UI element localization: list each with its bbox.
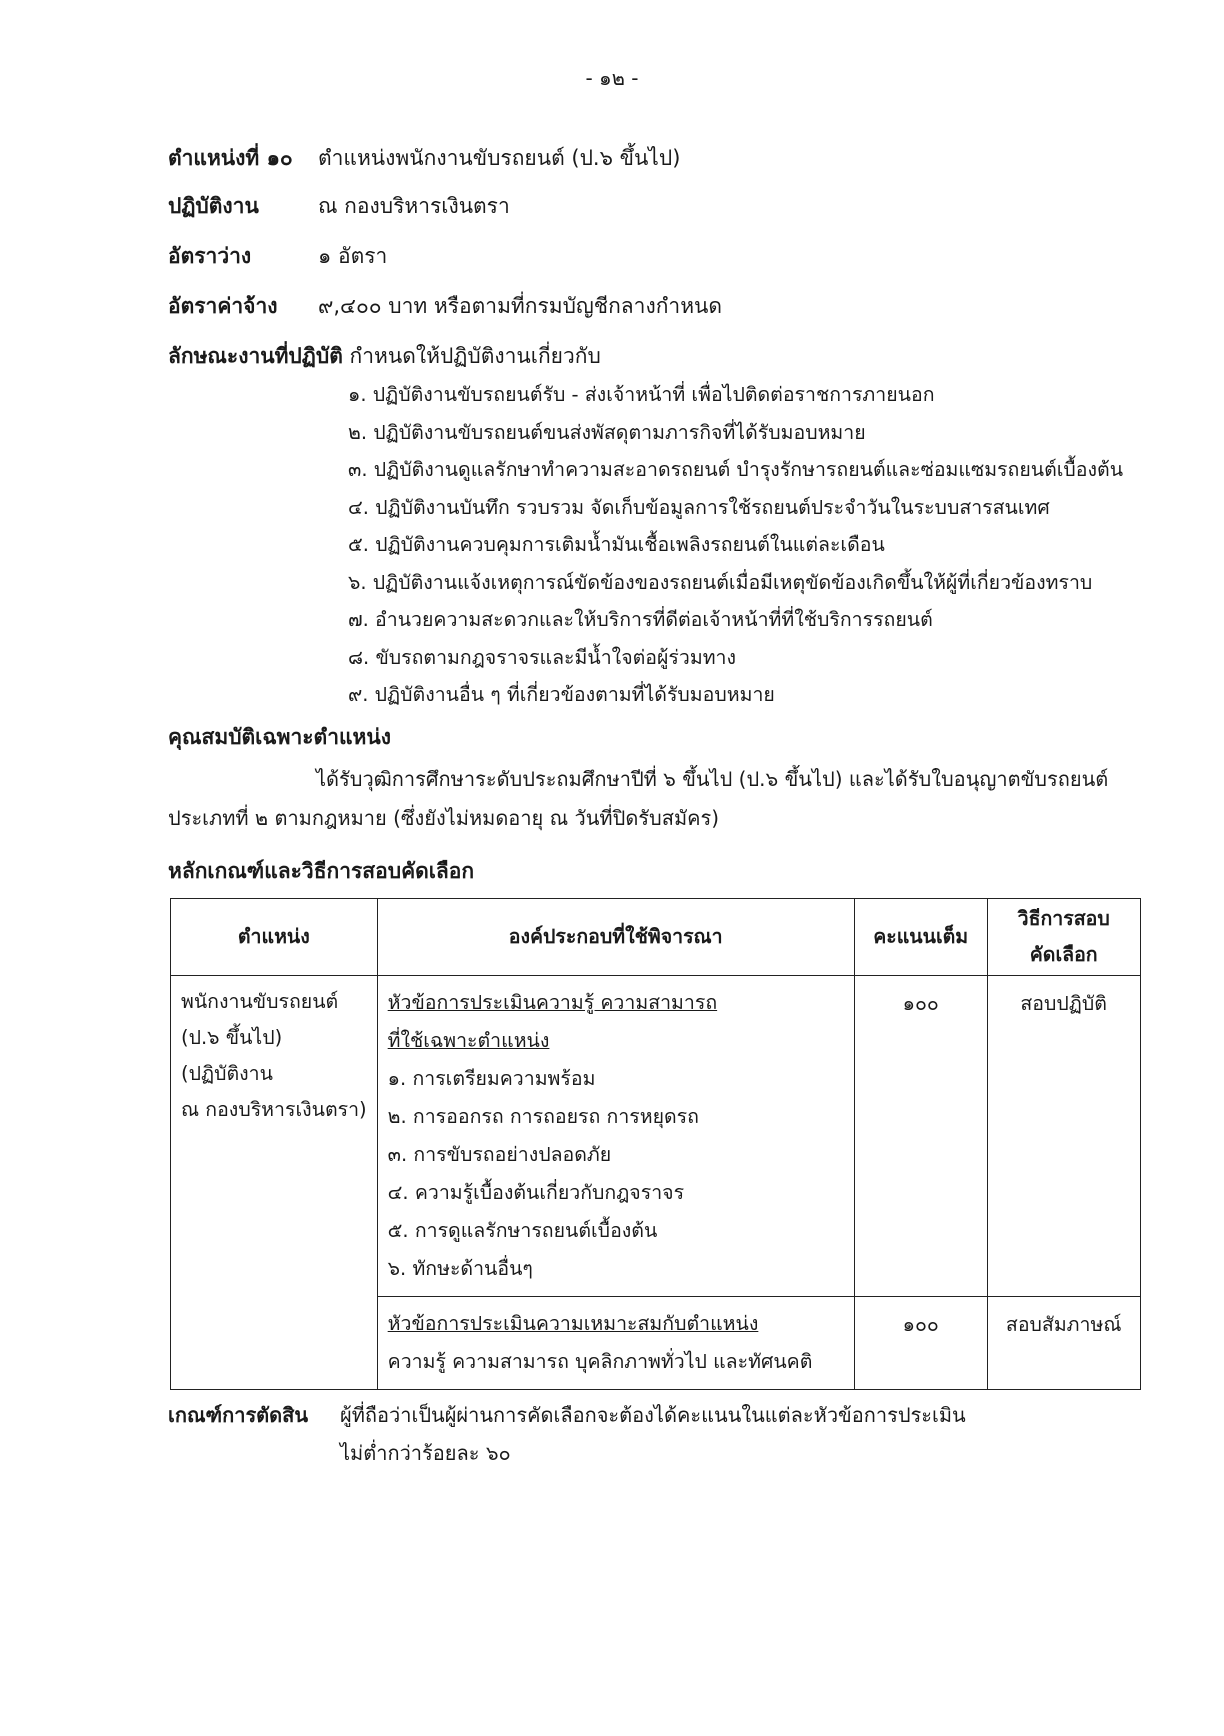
wage-field (168, 286, 722, 326)
header-method-line1: วิธีการสอบ (1017, 907, 1110, 930)
header-position: ตำแหน่ง (171, 899, 378, 976)
header-method-line2: คัดเลือก (1029, 943, 1098, 966)
header-full-score: คะแนนเต็ม (854, 899, 987, 976)
section-heading: หัวข้อการประเมินความเหมาะสมกับตำแหน่ง (387, 1312, 759, 1335)
position-field (168, 138, 680, 178)
position-line: พนักงานขับรถยนต์ (181, 990, 339, 1013)
score-cell: ๑๐๐ (854, 1297, 987, 1390)
qualifications-text: ได้รับวุฒิการศึกษาระดับประถมศึกษาปีที่ ๖ ขึ้นไป (ป.๖ ขึ้นไป) และได้รับใบอนุญาตขับรถยนต์ประเภทที่ ๒ ตามกฎหมาย (ซึ่งยังไม่หมดอายุ ณ วันที่ปิดรับสมัคร) (168, 767, 1109, 830)
decision-line: ผู้ที่ถือว่าเป็นผู้ผ่านการคัดเลือกจะต้องได้คะแนนในแต่ละหัวข้อการประเมิน (340, 1403, 966, 1427)
decision-label: เกณฑ์การตัดสิน (168, 1403, 309, 1427)
component-item: ๓. การขับรถอย่างปลอดภัย (387, 1143, 612, 1166)
component-text: ความรู้ ความสามารถ บุคลิกภาพทั่วไป และทัศนคติ (387, 1350, 813, 1373)
qualifications-title: คุณสมบัติเฉพาะตำแหน่ง (168, 725, 391, 749)
position-cell (171, 976, 378, 1390)
field-label: ปฏิบัติงาน (168, 194, 259, 218)
field-label: อัตราว่าง (168, 244, 252, 268)
header-method (987, 899, 1140, 976)
duties-list (348, 376, 1123, 714)
duty-item: ๑. ปฏิบัติงานขับรถยนต์รับ - ส่งเจ้าหน้าที่ เพื่อไปติดต่อราชการภายนอก (348, 383, 935, 406)
component-item: ๔. ความรู้เบื้องต้นเกี่ยวกับกฎจราจร (387, 1181, 685, 1204)
duty-item: ๕. ปฏิบัติงานควบคุมการเติมน้ำมันเชื้อเพลิงรถยนต์ในแต่ละเดือน (348, 533, 885, 556)
criteria-table (170, 898, 1141, 1390)
position-line: (ป.๖ ขึ้นไป) (181, 1026, 283, 1049)
field-value: ตำแหน่งพนักงานขับรถยนต์ (ป.๖ ขึ้นไป) (318, 146, 681, 170)
duty-item: ๒. ปฏิบัติงานขับรถยนต์ขนส่งพัสดุตามภารกิจที่ได้รับมอบหมาย (348, 420, 866, 444)
vacancy-field (168, 236, 387, 276)
component-item: ๖. ทักษะด้านอื่นๆ (387, 1257, 533, 1280)
duties-intro: กำหนดให้ปฏิบัติงานเกี่ยวกับ (349, 344, 601, 368)
duty-item: ๗. อำนวยความสะดวกและให้บริการที่ดีต่อเจ้าหน้าที่ที่ใช้บริการรถยนต์ (348, 608, 933, 631)
duty-item: ๙. ปฏิบัติงานอื่น ๆ ที่เกี่ยวข้องตามที่ได้รับมอบหมาย (348, 683, 775, 706)
field-value: ๑ อัตรา (318, 244, 388, 268)
duty-item: ๖. ปฏิบัติงานแจ้งเหตุการณ์ขัดข้องของรถยนต์เมื่อมีเหตุขัดข้องเกิดขึ้นให้ผู้ที่เกี่ยวข้องทราบ (348, 570, 1093, 594)
component-item: ๕. การดูแลรักษารถยนต์เบื้องต้น (387, 1219, 658, 1242)
field-label: ตำแหน่งที่ ๑๐ (168, 146, 293, 170)
field-value: ณ กองบริหารเงินตรา (318, 194, 510, 218)
field-value: ๙,๔๐๐ บาท หรือตามที่กรมบัญชีกลางกำหนด (318, 294, 723, 318)
section-heading: ที่ใช้เฉพาะตำแหน่ง (387, 1029, 550, 1052)
table-header-row (171, 899, 1141, 976)
page-number: - ๑๒ - (585, 66, 639, 90)
criteria-title: หลักเกณฑ์และวิธีการสอบคัดเลือก (168, 859, 475, 883)
duties-heading (168, 336, 601, 376)
table-row (171, 976, 1141, 1297)
duty-item: ๓. ปฏิบัติงานดูแลรักษาทำความสะอาดรถยนต์ บำรุงรักษารถยนต์และซ่อมแซมรถยนต์เบื้องต้น (348, 458, 1124, 481)
components-cell (377, 1297, 854, 1390)
field-label: อัตราค่าจ้าง (168, 294, 278, 318)
score-cell: ๑๐๐ (854, 976, 987, 1297)
workplace-field (168, 186, 510, 226)
duty-item: ๔. ปฏิบัติงานบันทึก รวบรวม จัดเก็บข้อมูลการใช้รถยนต์ประจำวันในระบบสารสนเทศ (348, 495, 1050, 519)
duties-label: ลักษณะงานที่ปฏิบัติ (168, 344, 343, 368)
decision-line: ไม่ต่ำกว่าร้อยละ ๖๐ (340, 1441, 511, 1465)
position-line: (ปฏิบัติงาน (181, 1062, 273, 1085)
component-item: ๒. การออกรถ การถอยรถ การหยุดรถ (387, 1105, 699, 1128)
components-cell (377, 976, 854, 1297)
method-cell: สอบสัมภาษณ์ (987, 1297, 1140, 1390)
header-components: องค์ประกอบที่ใช้พิจารณา (377, 899, 854, 976)
component-item: ๑. การเตรียมความพร้อม (387, 1067, 596, 1090)
method-cell: สอบปฏิบัติ (987, 976, 1140, 1297)
section-heading: หัวข้อการประเมินความรู้ ความสามารถ (387, 991, 718, 1014)
decision-text (340, 1396, 1100, 1472)
decision-criteria (168, 1396, 1100, 1472)
duty-item: ๘. ขับรถตามกฎจราจรและมีน้ำใจต่อผู้ร่วมทาง (348, 645, 737, 669)
position-line: ณ กองบริหารเงินตรา) (181, 1098, 367, 1121)
